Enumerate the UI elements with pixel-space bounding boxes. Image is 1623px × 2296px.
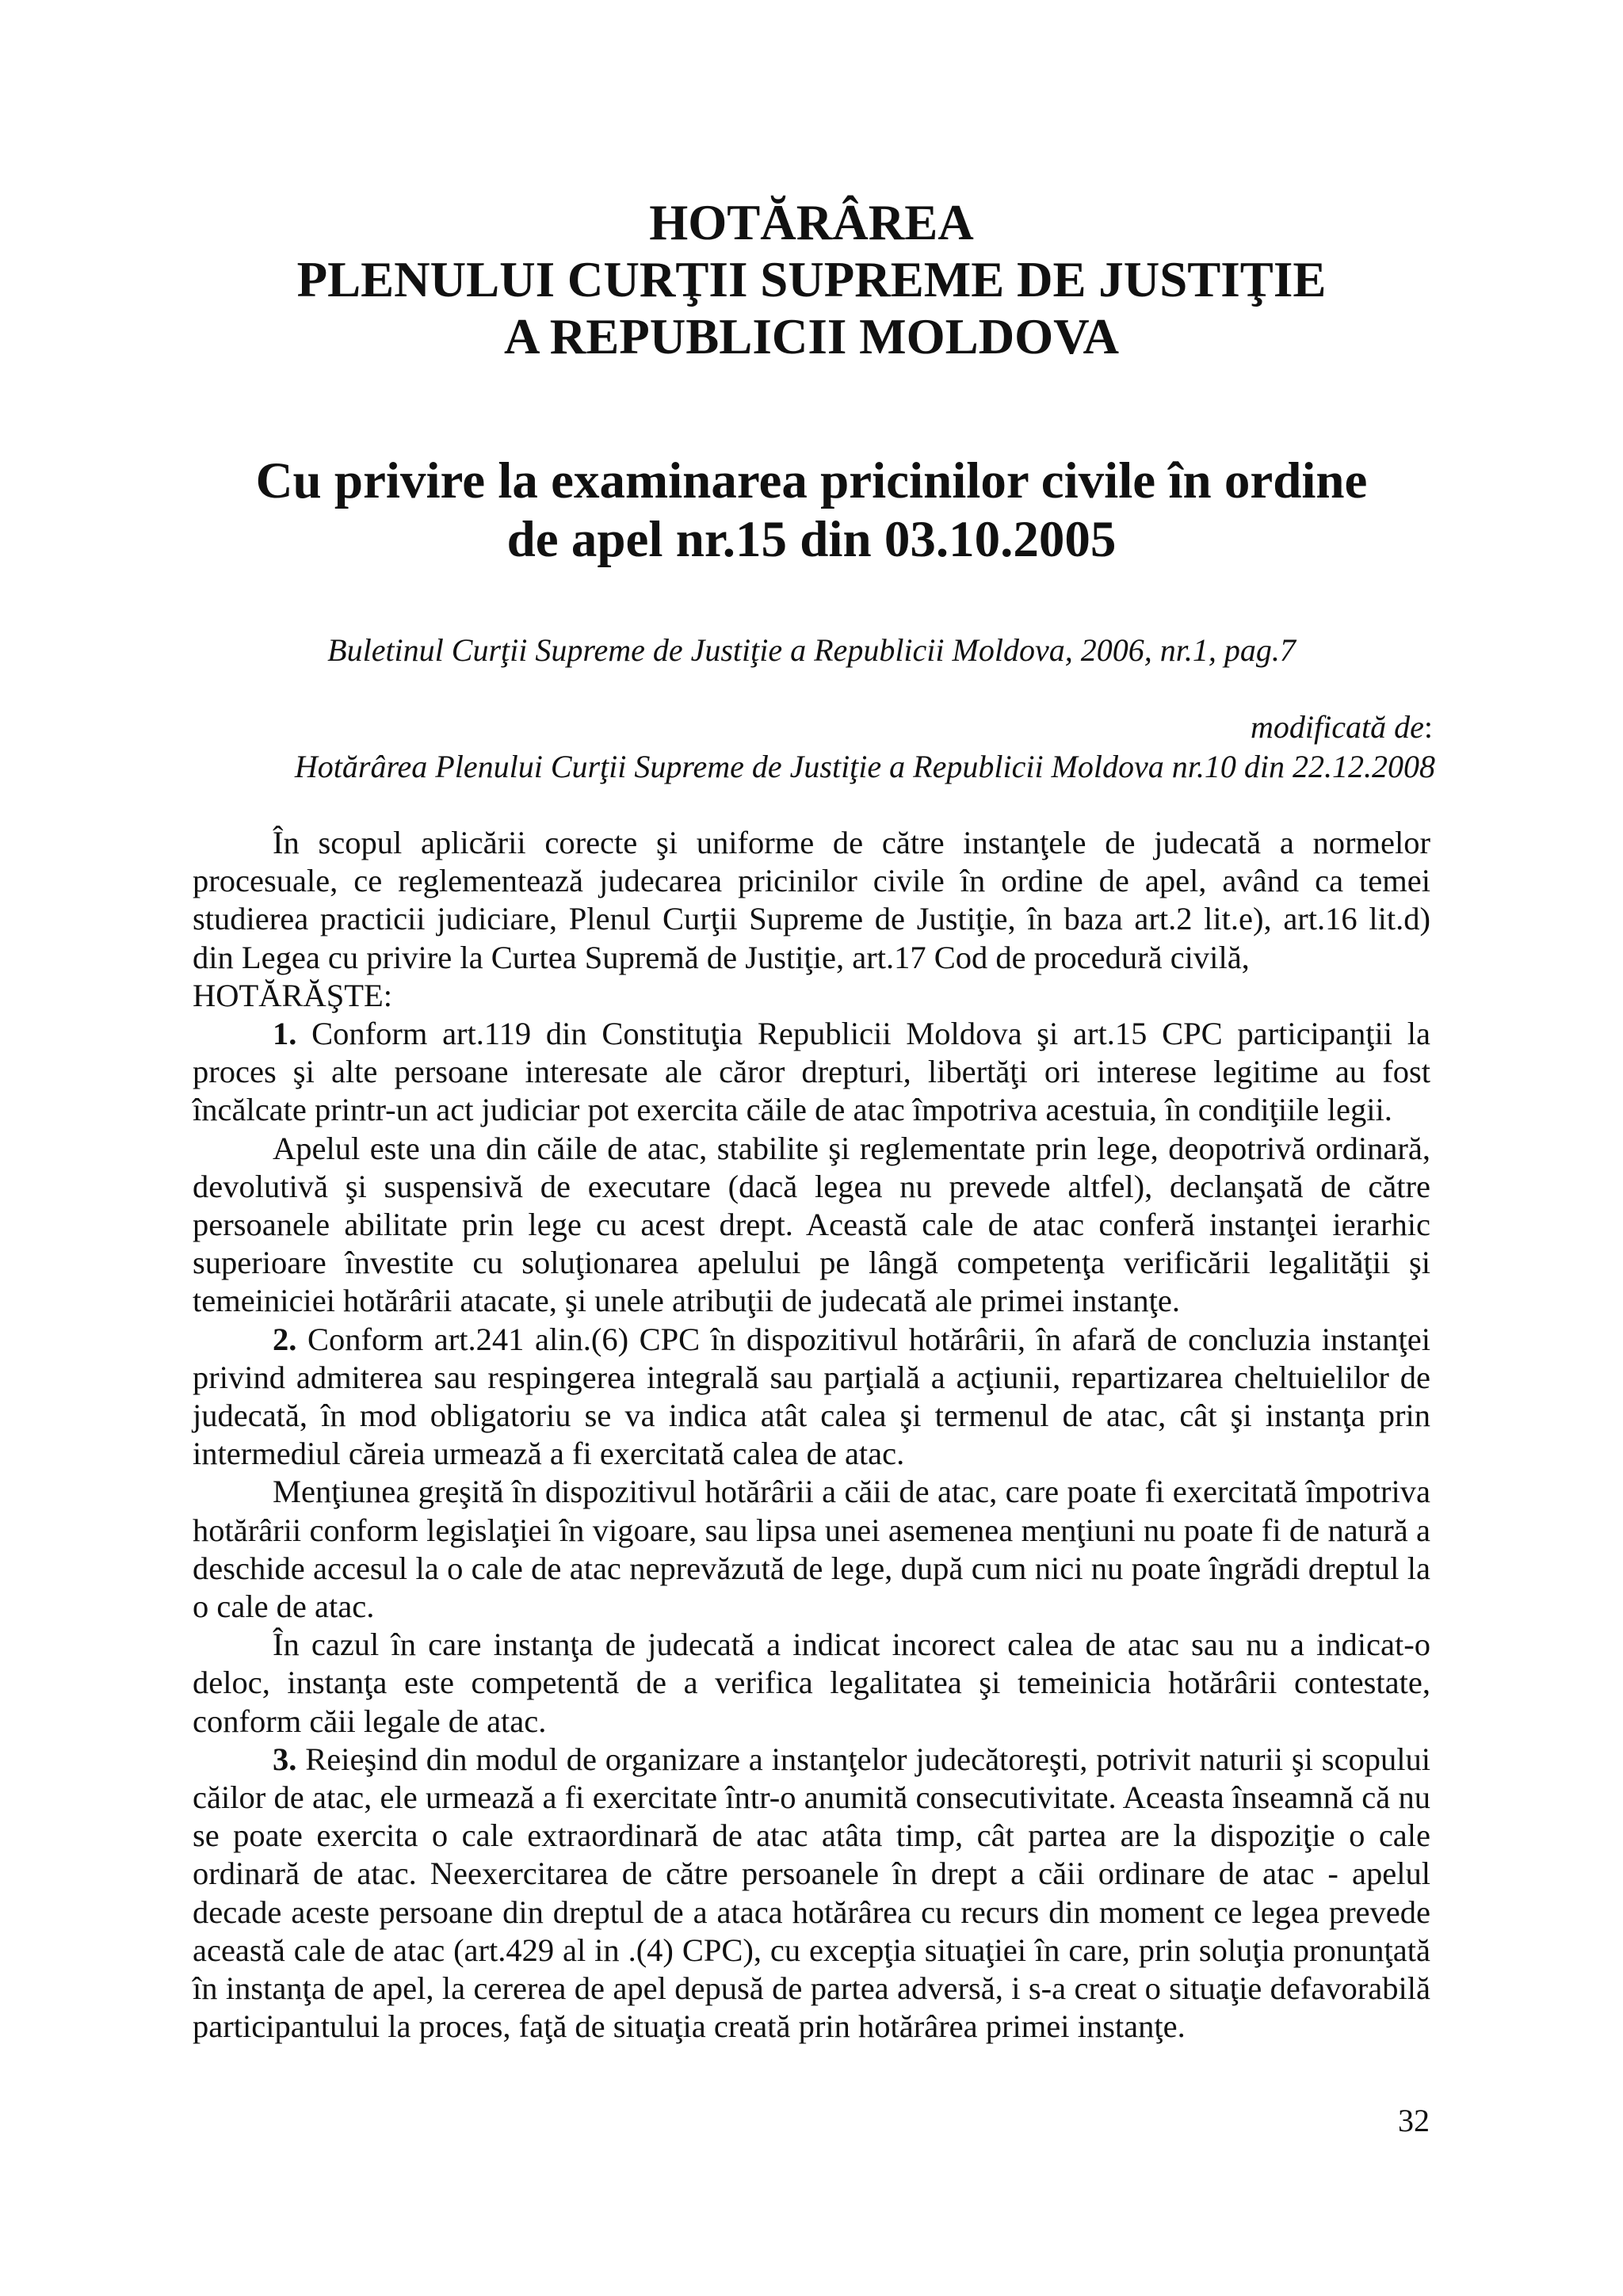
title-line-3: A REPUBLICII MOLDOVA [504, 309, 1119, 364]
paragraph-2-text: Conform art.241 alin.(6) CPC în dispozitivul hotărârii, în afară de concluzia instanţei privind admiterea sau respingerea integrală sau parţială a acţiunii, repartizarea cheltuielilor de judecată, în mod obligatoriu se va indica atât calea şi termenul de atac, cât şi instanţa prin intermediul căreia urmează a fi exercitată calea de atac. [193, 1321, 1430, 1472]
paragraph-1-number: 1. [273, 1016, 297, 1052]
paragraph-2 [193, 1321, 1430, 1474]
title-line-1: HOTĂRÂREA [649, 195, 974, 250]
paragraph-1 [193, 1015, 1430, 1130]
document-title [0, 194, 1623, 365]
modifying-decision-reference: Hotărârea Plenului Curţii Supreme de Justiţie a Republicii Moldova nr.10 din 22.12.2008 [294, 749, 1435, 784]
paragraph-3 [193, 1741, 1430, 2046]
publication-source: Buletinul Curţii Supreme de Justiţie a Republicii Moldova, 2006, nr.1, pag.7 [327, 632, 1296, 668]
modified-by-colon: : [1423, 709, 1433, 745]
page-number: 32 [1398, 2103, 1430, 2138]
modified-by-text: modificată de [1251, 709, 1424, 745]
paragraph-1-text: Conform art.119 din Constituţia Republicii Moldova şi art.15 CPC participanţii la proces şi alte persoane interesate ale căror drepturi, libertăţi ori interese legitime au fost încălcate printr-un act judiciar pot exercita căile de atac împotriva acestuia, în condiţiile legii. [193, 1016, 1430, 1128]
paragraph-2c: În cazul în care instanţa de judecată a indicat incorect calea de atac sau nu a indicat-o deloc, instanţa este competentă de a verifica legalitatea şi temeinicia hotărârii contestate, conform căii legale de atac. [193, 1627, 1430, 1739]
subtitle-line-2: de apel nr.15 din 03.10.2005 [506, 511, 1117, 568]
modified-by-label [1251, 708, 1433, 746]
document-body [193, 824, 1430, 2046]
document-subtitle [0, 452, 1623, 569]
paragraph-1b: Apelul este una din căile de atac, stabilite şi reglementate prin lege, deopotrivă ordinară, devolutivă şi suspensivă de executare (dacă legea nu prevede altfel), declanşată de către persoanele abilitate prin lege cu acest drept. Această cale de atac conferă instanţei ierarhic superioare învestite cu soluţionarea apelului pe lângă competenţa verificării legalităţii şi temeiniciei hotărârii atacate, şi unele atribuţii de judecată ale primei instanţe. [193, 1130, 1430, 1319]
intro-paragraph: În scopul aplicării corecte şi uniforme de către instanţele de judecată a normelor procesuale, ce reglementează judecarea pricinilor civile în ordine de apel, având ca temei studierea practicii judiciare, Plenul Curţii Supreme de Justiţie, în baza art.2 lit.e), art.16 lit.d) din Legea cu privire la Curtea Supremă de Justiţie, art.17 Cod de procedură civilă, [193, 825, 1430, 975]
paragraph-2-number: 2. [273, 1321, 297, 1357]
decides-heading: HOTĂRĂŞTE: [193, 977, 392, 1013]
paragraph-3-text: Reieşind din modul de organizare a instanţelor judecătoreşti, potrivit naturii şi scopului căilor de atac, ele urmează a fi exercitate într-o anumită consecutivitate. Aceasta înseamnă că nu se poate exercita o cale extraordinară de atac atâta timp, cât partea are la dispoziţie o cale ordinară de atac. Neexercitarea de către persoanele în drept a căii ordinare de atac - apelul decade aceste persoane din dreptul de a ataca hotărârea cu recurs din moment ce legea prevede această cale de atac (art.429 al in .(4) CPC), cu excepţia situaţiei în care, prin soluţia pronunţată în instanţa de apel, la cererea de apel depusă de partea adversă, i s-a creat o situaţie defavorabilă participantului la proces, faţă de situaţia creată prin hotărârea primei instanţe. [193, 1741, 1430, 2045]
paragraph-2b: Menţiunea greşită în dispozitivul hotărârii a căii de atac, care poate fi exercitată împotriva hotărârii conform legislaţiei în vigoare, sau lipsa unei asemenea menţiuni nu poate fi de natură a deschide accesul la o cale de atac neprevăzută de lege, după cum nici nu poate îngrădi dreptul la o cale de atac. [193, 1474, 1430, 1625]
subtitle-line-1: Cu privire la examinarea pricinilor civile în ordine [255, 452, 1368, 509]
title-line-2: PLENULUI CURŢII SUPREME DE JUSTIŢIE [296, 252, 1327, 307]
paragraph-3-number: 3. [273, 1741, 297, 1777]
